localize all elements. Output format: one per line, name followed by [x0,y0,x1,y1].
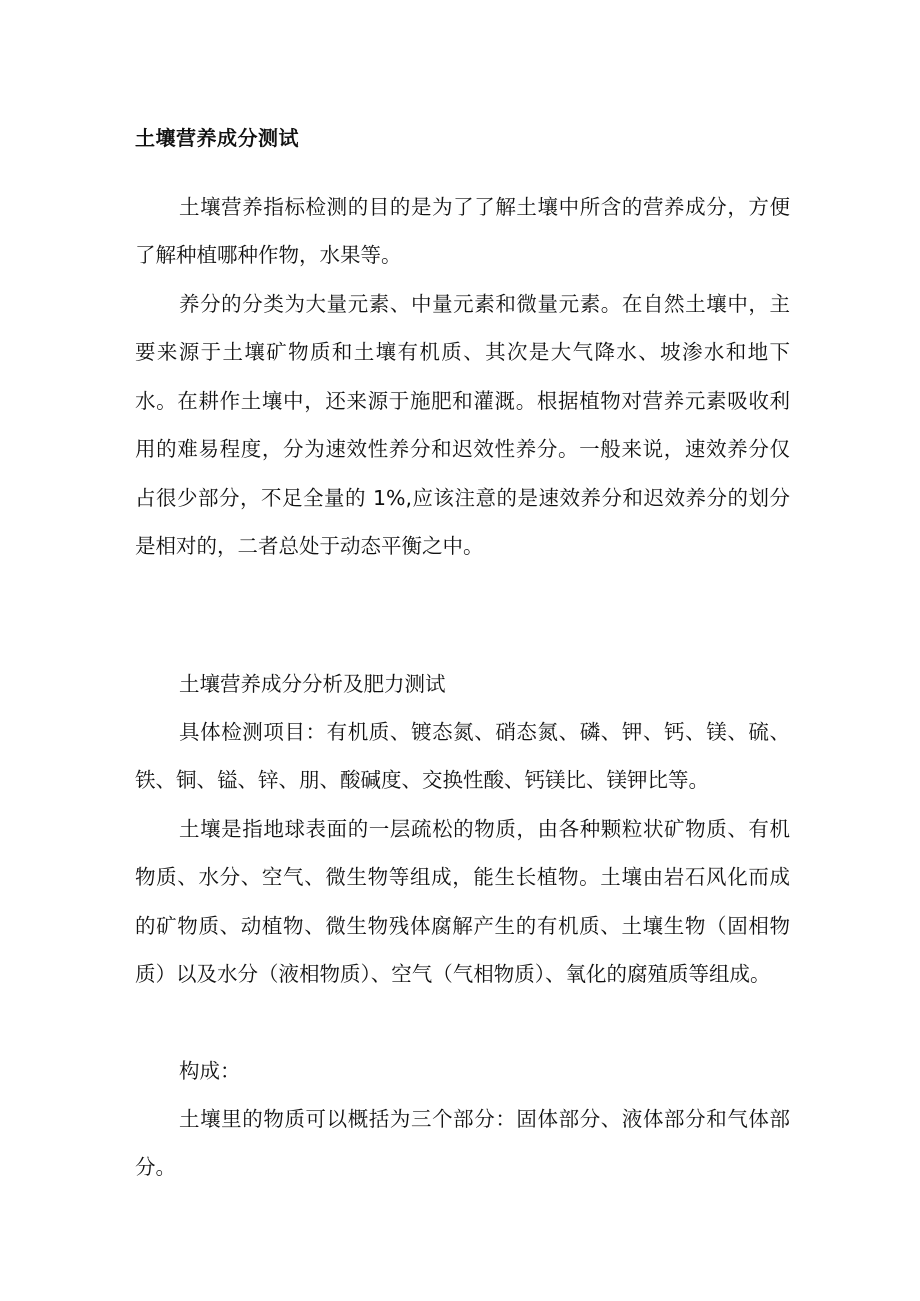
paragraph-nutrient-classification: 养分的分类为大量元素、中量元素和微量元素。在自然土壤中，主要来源于土壤矿物质和土壤有机质、其次是大气降水、坡渗水和地下水。在耕作土壤中，还来源于施肥和灌溉。根据植物对营养元素吸收利用的难易程度，分为速效性养分和迟效性养分。一般来说，速效养分仅占很少部分，不足全量的 1%,应该注意的是速效养分和迟效养分的划分是相对的，二者总处于动态平衡之中。 [135,292,790,559]
paragraph-three-parts: 土壤里的物质可以概括为三个部分：固体部分、液体部分和气体部分。 [135,1107,790,1180]
paragraph-purpose: 土壤营养指标检测的目的是为了了解土壤中所含的营养成分，方便了解种植哪种作物，水果等。 [135,195,790,268]
section-heading-analysis: 土壤营养成分分析及肥力测试 [179,672,446,696]
paragraph-test-items: 具体检测项目：有机质、镀态氮、硝态氮、磷、钾、钙、镁、硫、铁、铜、镒、锌、朋、酸碱度、交换性酸、钙镁比、镁钾比等。 [135,720,790,793]
paragraph-soil-definition: 土壤是指地球表面的一层疏松的物质，由各种颗粒状矿物质、有机物质、水分、空气、微生物等组成，能生长植物。土壤由岩石风化而成的矿物质、动植物、微生物残体腐解产生的有机质、土壤生物（固相物质）以及水分（液相物质）、空气（气相物质）、氧化的腐殖质等组成。 [135,817,790,987]
document-title: 土壤营养成分测试 [135,126,299,150]
paragraph-composition-label: 构成： [179,1059,241,1083]
